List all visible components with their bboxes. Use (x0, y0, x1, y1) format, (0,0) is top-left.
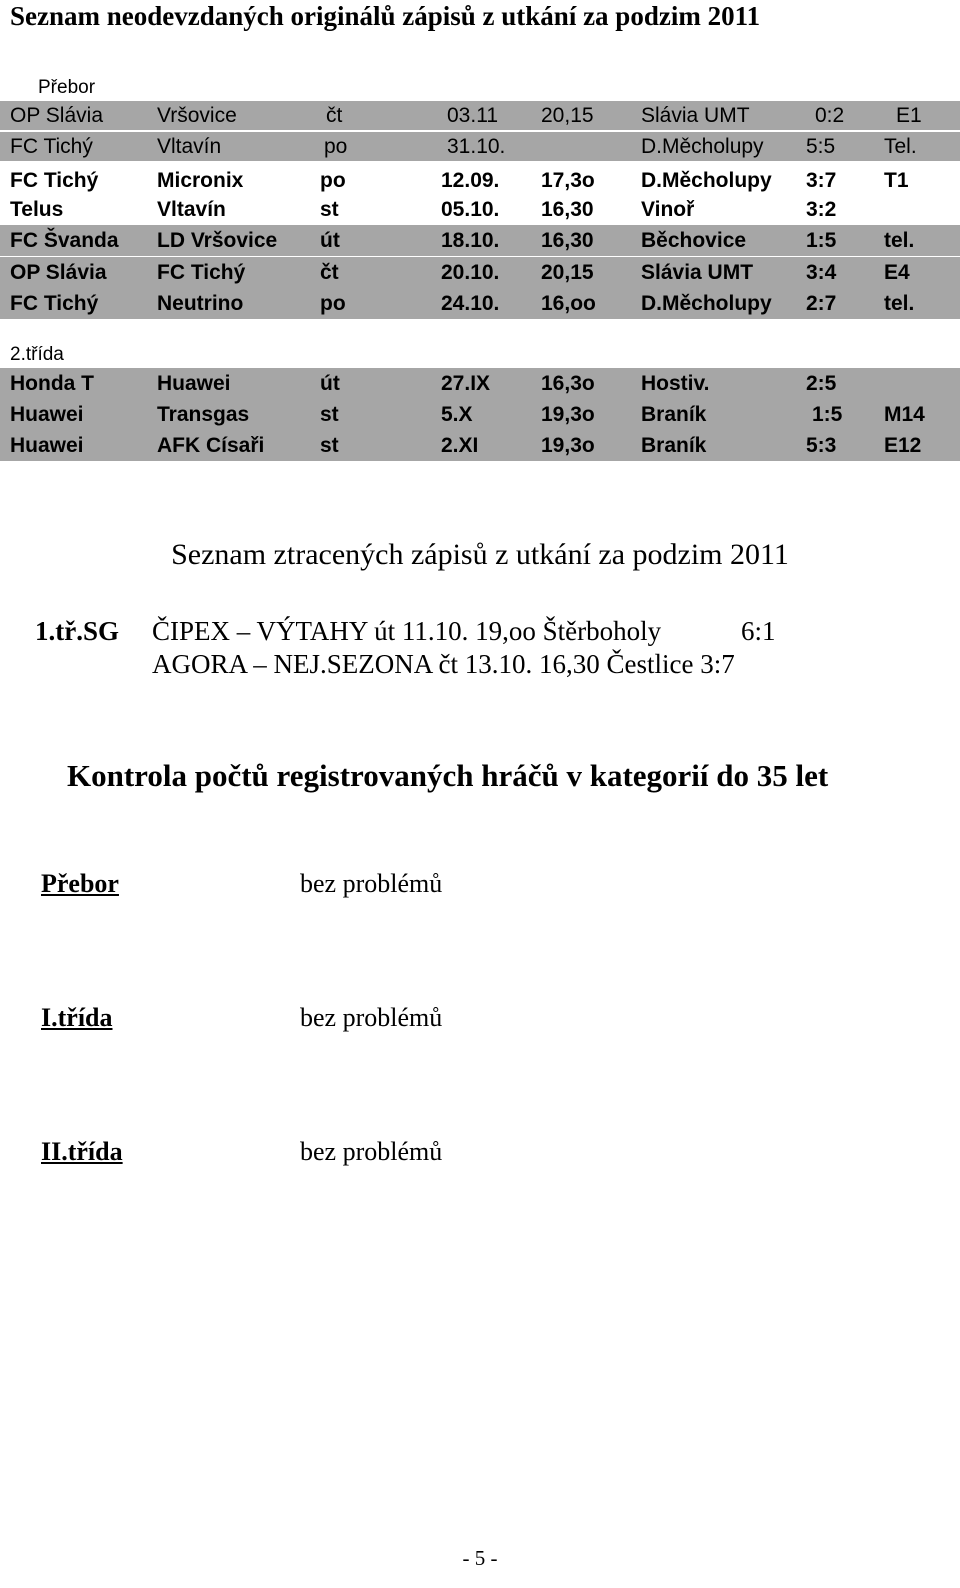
venue: D.Měcholupy (641, 169, 772, 192)
venue: Braník (641, 403, 707, 426)
date: 24.10. (441, 292, 500, 315)
time: 19,3o (541, 434, 595, 457)
venue: Vinoř (641, 198, 695, 221)
venue: Slávia UMT (641, 104, 750, 127)
control-heading: Kontrola počtů registrovaných hráčů v kategorií do 35 let (67, 758, 829, 793)
time: 16,oo (541, 292, 596, 315)
away-team: LD Vršovice (157, 229, 278, 252)
venue: D.Měcholupy (641, 135, 764, 158)
score: 1:5 (806, 229, 837, 252)
lost-record-1-score: 6:1 (741, 616, 776, 646)
day: st (320, 434, 339, 457)
table-row (0, 399, 960, 430)
table-row (0, 368, 960, 399)
date: 2.XI (441, 434, 479, 457)
note: tel. (884, 229, 915, 252)
day: st (320, 198, 339, 221)
home-team: FC Švanda (10, 229, 119, 252)
home-team: Telus (10, 198, 64, 221)
home-team: FC Tichý (10, 292, 99, 315)
venue: Běchovice (641, 229, 747, 252)
home-team: Huawei (10, 434, 84, 457)
date: 05.10. (441, 198, 500, 221)
date: 27.IX (441, 372, 491, 395)
venue: Braník (641, 434, 707, 457)
away-team: Micronix (157, 169, 244, 192)
venue: Hostiv. (641, 372, 710, 395)
table-row (0, 166, 960, 195)
away-team: Neutrino (157, 292, 244, 315)
time: 16,30 (541, 229, 594, 252)
day: čt (326, 104, 343, 127)
day: čt (320, 261, 339, 284)
home-team: Huawei (10, 403, 84, 426)
venue: Slávia UMT (641, 261, 754, 284)
note: tel. (884, 292, 915, 315)
table-row (0, 195, 960, 224)
note: E1 (896, 104, 922, 127)
home-team: FC Tichý (10, 135, 93, 158)
note: E12 (884, 434, 922, 457)
home-team: OP Slávia (10, 104, 103, 127)
away-team: Vršovice (157, 104, 237, 127)
score: 2:5 (806, 372, 837, 395)
lost-records-heading: Seznam ztracených zápisů z utkání za podzim 2011 (171, 538, 789, 571)
away-team: Vltavín (157, 135, 222, 158)
day: po (320, 169, 346, 192)
day: po (324, 135, 348, 158)
section-label-trida2: 2.třída (10, 344, 64, 365)
time: 16,30 (541, 198, 594, 221)
table-row (0, 132, 960, 161)
score: 5:3 (806, 434, 837, 457)
away-team: FC Tichý (157, 261, 246, 284)
control-category-trida2: II.třída (41, 1137, 123, 1166)
section-label-prebor: Přebor (38, 77, 96, 98)
score: 1:5 (812, 403, 843, 426)
lost-record-1: ČIPEX – VÝTAHY út 11.10. 19,oo Štěrboholy (152, 616, 662, 646)
table-row (0, 430, 960, 461)
time: 16,3o (541, 372, 595, 395)
score: 3:2 (806, 198, 837, 221)
home-team: FC Tichý (10, 169, 99, 192)
day: út (320, 372, 340, 395)
time: 20,15 (541, 261, 594, 284)
control-status-trida2: bez problémů (300, 1137, 443, 1166)
date: 20.10. (441, 261, 500, 284)
lost-category: 1.tř.SG (35, 616, 119, 646)
time: 20,15 (541, 104, 594, 127)
date: 03.11 (447, 104, 498, 127)
date: 18.10. (441, 229, 500, 252)
table-row (0, 288, 960, 319)
lost-record-2: AGORA – NEJ.SEZONA čt 13.10. 16,30 Čestlice 3:7 (152, 649, 735, 679)
note: Tel. (884, 135, 917, 158)
day: út (320, 229, 340, 252)
time: 17,3o (541, 169, 595, 192)
control-category-trida1: I.třída (41, 1003, 113, 1032)
day: po (320, 292, 346, 315)
table-row (0, 257, 960, 288)
day: st (320, 403, 339, 426)
control-status-prebor: bez problémů (300, 869, 443, 898)
home-team: OP Slávia (10, 261, 107, 284)
control-category-prebor: Přebor (41, 869, 119, 898)
page-number: - 5 - (462, 1546, 498, 1570)
venue: D.Měcholupy (641, 292, 772, 315)
page-title: Seznam neodevzdaných originálů zápisů z utkání za podzim 2011 (10, 1, 761, 31)
note: M14 (884, 403, 925, 426)
date: 12.09. (441, 169, 500, 192)
table-row (0, 101, 960, 130)
date: 5.X (441, 403, 473, 426)
score: 3:4 (806, 261, 837, 284)
home-team: Honda T (10, 372, 94, 395)
date: 31.10. (447, 135, 506, 158)
score: 0:2 (815, 104, 845, 127)
away-team: Vltavín (157, 198, 226, 221)
score: 3:7 (806, 169, 837, 192)
note: E4 (884, 261, 910, 284)
score: 5:5 (806, 135, 836, 158)
score: 2:7 (806, 292, 837, 315)
time: 19,3o (541, 403, 595, 426)
table-row (0, 225, 960, 256)
away-team: Transgas (157, 403, 250, 426)
away-team: AFK Císaři (157, 434, 265, 457)
away-team: Huawei (157, 372, 231, 395)
control-status-trida1: bez problémů (300, 1003, 443, 1032)
note: T1 (884, 169, 909, 192)
